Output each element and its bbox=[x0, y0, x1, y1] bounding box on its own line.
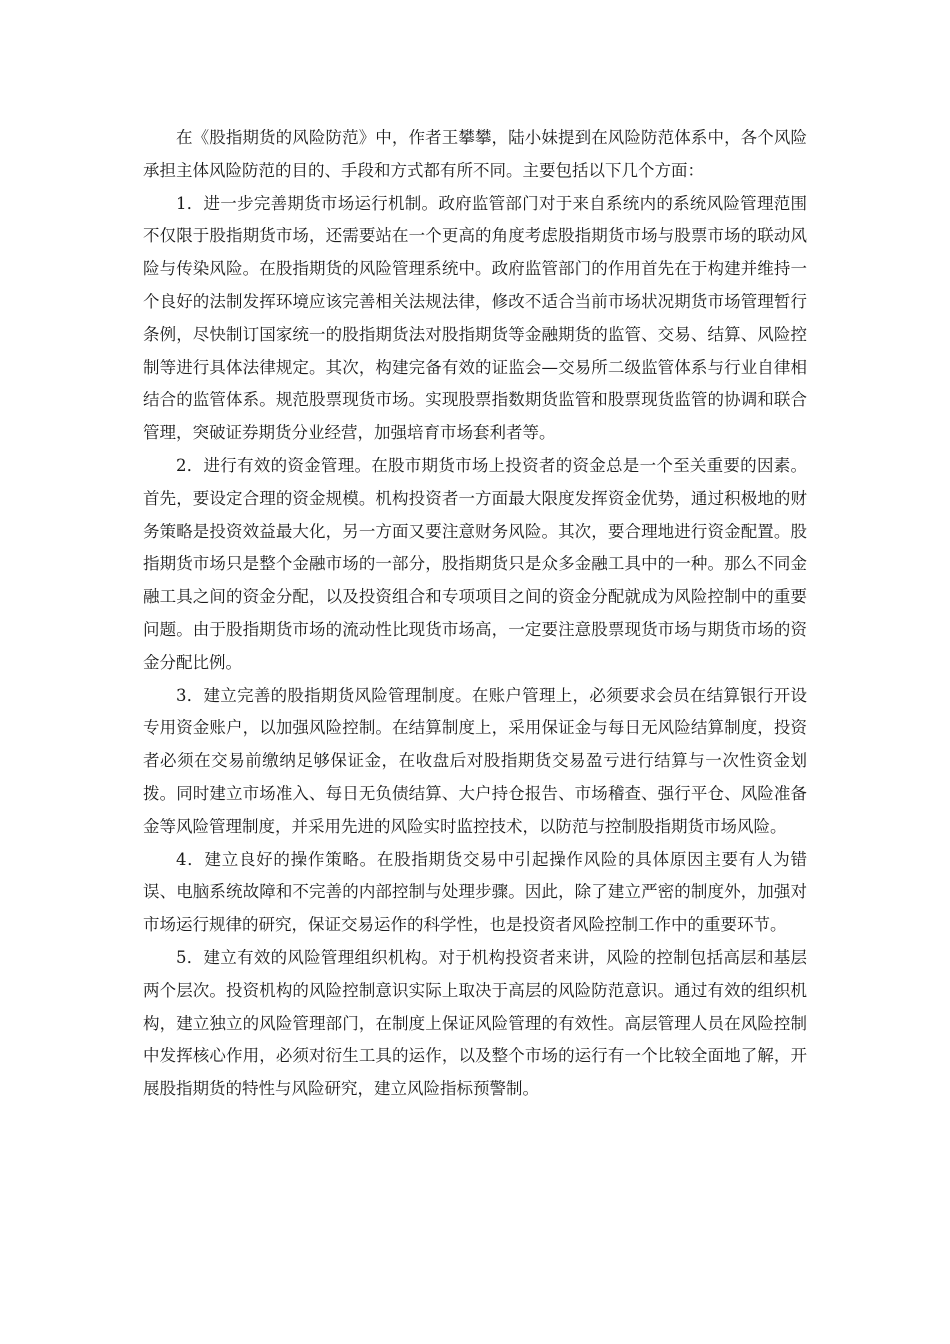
paragraph-1-market-mechanism: 1．进一步完善期货市场运行机制。政府监管部门对于来自系统内的系统风险管理范围不仅限于股指期货市场，还需要站在一个更高的角度考虑股指期货市场与股票市场的联动风险与传染风险。在股指期货的风险管理系统中。政府监管部门的作用首先在于构建并维持一个良好的法制发挥环境应该完善相关法规法律，修改不适合当前市场状况期货市场管理暂行条例，尽快制订国家统一的股指期货法对股指期货等金融期货的监管、交易、结算、风险控制等进行具体法律规定。其次，构建完备有效的证监会—交易所二级监管体系与行业自律相结合的监管体系。规范股票现货市场。实现股票指数期货监管和股票现货监管的协调和联合管理，突破证券期货分业经营，加强培育市场套利者等。 bbox=[143, 193, 807, 443]
paragraph-2-capital-management: 2．进行有效的资金管理。在股市期货市场上投资者的资金总是一个至关重要的因素。首先，要设定合理的资金规模。机构投资者一方面最大限度发挥资金优势，通过积极地的财务策略是投资效益最大化，另一方面又要注意财务风险。其次，要合理地进行资金配置。股指期货市场只是整个金融市场的一部分，股指期货只是众多金融工具中的一种。那么不同金融工具之间的资金分配，以及投资组合和专项项目之间的资金分配就成为风险控制中的重要问题。由于股指期货市场的流动性比现货市场高，一定要注意股票现货市场与期货市场的资金分配比例。 bbox=[143, 455, 807, 672]
body-text bbox=[143, 122, 807, 1106]
intro-paragraph: 在《股指期货的风险防范》中，作者王攀攀，陆小妹提到在风险防范体系中，各个风险承担主体风险防范的目的、手段和方式都有所不同。主要包括以下几个方面： bbox=[143, 128, 807, 180]
paragraph-4-operation-strategy: 4．建立良好的操作策略。在股指期货交易中引起操作风险的具体原因主要有人为错误、电脑系统故障和不完善的内部控制与处理步骤。因此，除了建立严密的制度外，加强对市场运行规律的研究，保证交易运作的科学性，也是投资者风险控制工作中的重要环节。 bbox=[143, 849, 807, 935]
paragraph-5-organization: 5．建立有效的风险管理组织机构。对于机构投资者来讲，风险的控制包括高层和基层两个层次。投资机构的风险控制意识实际上取决于高层的风险防范意识。通过有效的组织机构，建立独立的风险管理部门，在制度上保证风险管理的有效性。高层管理人员在风险控制中发挥核心作用，必须对衍生工具的运作，以及整个市场的运行有一个比较全面地了解，开展股指期货的特性与风险研究，建立风险指标预警制。 bbox=[143, 947, 807, 1099]
paragraph-3-risk-system: 3．建立完善的股指期货风险管理制度。在账户管理上，必须要求会员在结算银行开设专用资金账户，以加强风险控制。在结算制度上，采用保证金与每日无风险结算制度，投资者必须在交易前缴纳足够保证金，在收盘后对股指期货交易盈亏进行结算与一次性资金划拨。同时建立市场准入、每日无负债结算、大户持仓报告、市场稽查、强行平仓、风险准备金等风险管理制度，并采用先进的风险实时监控技术，以防范与控制股指期货市场风险。 bbox=[143, 685, 807, 836]
